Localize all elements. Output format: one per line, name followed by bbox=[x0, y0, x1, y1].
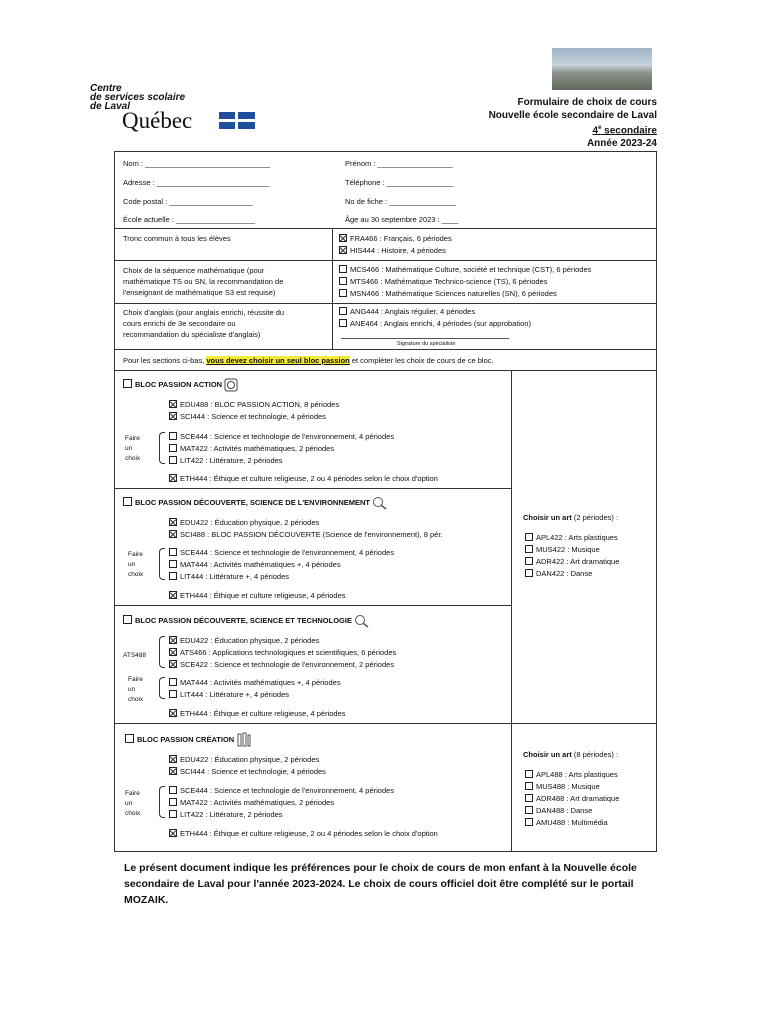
msn466-option[interactable]: MSN466 : Mathématique Sciences naturelles (SN), 6 périodes bbox=[339, 289, 557, 298]
art-choice-title: Choisir un art (2 périodes) : bbox=[523, 513, 619, 522]
age-field[interactable]: Âge au 30 septembre 2023 : ____ bbox=[345, 215, 459, 224]
checkbox-icon[interactable] bbox=[123, 497, 132, 506]
ecole-field[interactable]: École actuelle : ___________________ bbox=[123, 215, 256, 224]
bloc-decouverte-techno-title[interactable]: BLOC PASSION DÉCOUVERTE, SCIENCE ET TECHNOLOGIE bbox=[123, 614, 370, 628]
checkbox-icon[interactable] bbox=[525, 545, 533, 553]
no-fiche-field[interactable]: No de fiche : ________________ bbox=[345, 197, 456, 206]
dan422-option[interactable]: DAN422 : Danse bbox=[525, 569, 592, 578]
checkbox-icon[interactable] bbox=[339, 277, 347, 285]
mat444-option[interactable]: MAT444 : Activités mathématiques +, 4 périodes bbox=[169, 678, 341, 687]
nom-field[interactable]: Nom : ______________________________ bbox=[123, 159, 271, 168]
checkbox-checked-icon[interactable] bbox=[169, 591, 177, 599]
checkbox-icon[interactable] bbox=[169, 432, 177, 440]
ats466-option[interactable]: ATS466 : Applications technologiques et scientifiques, 6 périodes bbox=[169, 648, 396, 657]
checkbox-icon[interactable] bbox=[169, 798, 177, 806]
checkbox-icon[interactable] bbox=[339, 289, 347, 297]
checkbox-icon[interactable] bbox=[525, 806, 533, 814]
checkbox-icon[interactable] bbox=[525, 557, 533, 565]
faire-un-choix-label: Faire un choix bbox=[125, 435, 141, 462]
checkbox-icon[interactable] bbox=[169, 678, 177, 686]
brace-icon bbox=[159, 636, 165, 668]
checkbox-icon[interactable] bbox=[525, 794, 533, 802]
checkbox-icon[interactable] bbox=[169, 548, 177, 556]
course-form bbox=[114, 151, 657, 852]
csslaval-logo-text: Centre de services scolaire de Laval bbox=[90, 83, 186, 112]
amu488-option[interactable]: AMU488 : Multimédia bbox=[525, 818, 608, 827]
checkbox-icon[interactable] bbox=[169, 444, 177, 452]
checkbox-checked-icon[interactable] bbox=[169, 660, 177, 668]
eth444-option[interactable]: ETH444 : Éthique et culture religieuse, 2 ou 4 périodes selon le choix d'option bbox=[169, 474, 438, 483]
checkbox-checked-icon[interactable] bbox=[169, 709, 177, 717]
lit444-option[interactable]: LIT444 : Littérature +, 4 périodes bbox=[169, 572, 289, 581]
faire-un-choix-label: Faire un choix bbox=[128, 551, 144, 578]
tronc-label: Tronc commun à tous les élèves bbox=[123, 234, 231, 243]
instruction-text: Pour les sections ci-bas, vous devez choisir un seul bloc passion et compléter les choix de cours de ce bloc. bbox=[123, 356, 494, 365]
mat444-option[interactable]: MAT444 : Activités mathématiques +, 4 périodes bbox=[169, 560, 341, 569]
checkbox-checked-icon[interactable] bbox=[339, 246, 347, 254]
checkbox-checked-icon[interactable] bbox=[169, 636, 177, 644]
sci488-option[interactable]: SCI488 : BLOC PASSION DÉCOUVERTE (Science de l'environnement), 8 pér. bbox=[169, 530, 443, 539]
checkbox-checked-icon[interactable] bbox=[169, 474, 177, 482]
checkbox-icon[interactable] bbox=[169, 810, 177, 818]
checkbox-icon[interactable] bbox=[169, 690, 177, 698]
adr422-option[interactable]: ADR422 : Art dramatique bbox=[525, 557, 619, 566]
lit422-option[interactable]: LIT422 : Littérature, 2 périodes bbox=[169, 810, 283, 819]
quebec-logo: Québec bbox=[122, 108, 193, 133]
art-choice-title: Choisir un art (8 périodes) : bbox=[523, 750, 619, 759]
eth444-option[interactable]: ETH444 : Éthique et culture religieuse, 2 ou 4 périodes selon le choix d'option bbox=[169, 829, 438, 838]
code-postal-field[interactable]: Code postal : ____________________ bbox=[123, 197, 253, 206]
telephone-field[interactable]: Téléphone : ________________ bbox=[345, 178, 454, 187]
sci444-option[interactable]: SCI444 : Science et technologie, 4 périodes bbox=[169, 767, 326, 776]
school-photo bbox=[552, 48, 652, 90]
sci444-option[interactable]: SCI444 : Science et technologie, 4 périodes bbox=[169, 412, 326, 421]
checkbox-checked-icon[interactable] bbox=[169, 412, 177, 420]
checkbox-checked-icon[interactable] bbox=[169, 829, 177, 837]
checkbox-checked-icon[interactable] bbox=[169, 648, 177, 656]
dan488-option[interactable]: DAN488 : Danse bbox=[525, 806, 592, 815]
checkbox-checked-icon[interactable] bbox=[169, 755, 177, 763]
edu488-option[interactable]: EDU488 : BLOC PASSION ACTION, 8 périodes bbox=[169, 400, 339, 409]
signature-label: Signature du spécialiste bbox=[397, 341, 456, 347]
fra466-option[interactable]: FRA466 : Français, 6 périodes bbox=[339, 234, 452, 243]
checkbox-icon[interactable] bbox=[525, 533, 533, 541]
checkbox-checked-icon[interactable] bbox=[169, 400, 177, 408]
eth444-option[interactable]: ETH444 : Éthique et culture religieuse, 4 périodes bbox=[169, 709, 346, 718]
checkbox-icon[interactable] bbox=[169, 572, 177, 580]
math-label: Choix de la séquence mathématique (pour mathématique TS ou SN, la recommandation de l'enseignant de mathématique S3 est requise) bbox=[123, 266, 284, 297]
checkbox-checked-icon[interactable] bbox=[169, 530, 177, 538]
checkbox-icon[interactable] bbox=[169, 560, 177, 568]
mus488-option[interactable]: MUS488 : Musique bbox=[525, 782, 600, 791]
magnifier-icon bbox=[372, 496, 388, 510]
checkbox-icon[interactable] bbox=[339, 265, 347, 273]
mus422-option[interactable]: MUS422 : Musique bbox=[525, 545, 600, 554]
lit444-option[interactable]: LIT444 : Littérature +, 4 périodes bbox=[169, 690, 289, 699]
sce444-option[interactable]: SCE444 : Science et technologie de l'environnement, 4 périodes bbox=[169, 786, 394, 795]
brace-icon bbox=[159, 432, 165, 464]
checkbox-icon[interactable] bbox=[339, 319, 347, 327]
checkbox-icon[interactable] bbox=[525, 818, 533, 826]
sce444-option[interactable]: SCE444 : Science et technologie de l'environnement, 4 périodes bbox=[169, 548, 394, 557]
anglais-label: Choix d'anglais (pour anglais enrichi, réussite du cours enrichi de 3e secondaire ou recommandation du spécialiste d'anglais) bbox=[123, 307, 323, 340]
apl488-option[interactable]: APL488 : Arts plastiques bbox=[525, 770, 618, 779]
mat422-option[interactable]: MAT422 : Activités mathématiques, 2 périodes bbox=[169, 444, 334, 453]
checkbox-icon[interactable] bbox=[339, 307, 347, 315]
brace-icon bbox=[159, 548, 165, 580]
checkbox-icon[interactable] bbox=[123, 379, 132, 388]
lit422-option[interactable]: LIT422 : Littérature, 2 périodes bbox=[169, 456, 283, 465]
bloc-action-title[interactable]: BLOC PASSION ACTION bbox=[123, 378, 238, 392]
checkbox-icon[interactable] bbox=[525, 569, 533, 577]
art-tools-icon bbox=[236, 732, 252, 748]
sce422-option[interactable]: SCE422 : Science et technologie de l'environnement, 2 périodes bbox=[169, 660, 394, 669]
apl422-option[interactable]: APL422 : Arts plastiques bbox=[525, 533, 618, 542]
edu422-option[interactable]: EDU422 : Éducation physique, 2 périodes bbox=[169, 636, 319, 645]
checkbox-icon[interactable] bbox=[525, 770, 533, 778]
footer-notice: Le présent document indique les préférences pour le choix de cours de mon enfant à la Nouvelle école secondaire de Laval pour l'année 2023-2024. Le choix de cours officiel doit être complété sur le portail MOZAIK. bbox=[124, 862, 637, 906]
brace-icon bbox=[159, 786, 165, 818]
form-title: Formulaire de choix de cours Nouvelle école secondaire de Laval 4e secondaire Année 2023-24 bbox=[488, 97, 657, 149]
sce444-option[interactable]: SCE444 : Science et technologie de l'environnement, 4 périodes bbox=[169, 432, 394, 441]
sport-icon bbox=[224, 378, 238, 392]
anglais-label-line2: cours enrichi de 3e secondaire ou bbox=[123, 319, 236, 328]
ats488-label: ATS488 bbox=[123, 652, 147, 659]
checkbox-icon[interactable] bbox=[123, 615, 132, 624]
edu422-option[interactable]: EDU422 : Éducation physique, 2 périodes bbox=[169, 518, 319, 527]
checkbox-icon[interactable] bbox=[169, 456, 177, 464]
prenom-field[interactable]: Prénom : __________________ bbox=[345, 159, 453, 168]
faire-un-choix-label: Faire un choix bbox=[128, 676, 144, 703]
signature-line[interactable] bbox=[341, 338, 509, 339]
quebec-flag-icon bbox=[219, 112, 255, 129]
bloc-creation-title[interactable]: BLOC PASSION CRÉATION bbox=[125, 732, 252, 748]
edu422-option[interactable]: EDU422 : Éducation physique, 2 périodes bbox=[169, 755, 319, 764]
ane464-option[interactable]: ANE464 : Anglais enrichi, 4 périodes (sur approbation) bbox=[339, 319, 531, 328]
brace-icon bbox=[159, 677, 165, 699]
checkbox-icon[interactable] bbox=[169, 786, 177, 794]
mts466-option[interactable]: MTS466 : Mathématique Technico-science (TS), 6 périodes bbox=[339, 277, 547, 286]
eth444-option[interactable]: ETH444 : Éthique et culture religieuse, 4 périodes bbox=[169, 591, 346, 600]
checkbox-checked-icon[interactable] bbox=[169, 767, 177, 775]
magnifier-icon bbox=[354, 614, 370, 628]
grade: 4e secondaire bbox=[592, 125, 657, 137]
checkbox-icon[interactable] bbox=[525, 782, 533, 790]
checkbox-checked-icon[interactable] bbox=[339, 234, 347, 242]
faire-un-choix-label: Faire un choix bbox=[125, 790, 141, 817]
his444-option[interactable]: HIS444 : Histoire, 4 périodes bbox=[339, 246, 446, 255]
mat422-option[interactable]: MAT422 : Activités mathématiques, 2 périodes bbox=[169, 798, 334, 807]
checkbox-checked-icon[interactable] bbox=[169, 518, 177, 526]
mcs466-option[interactable]: MCS466 : Mathématique Culture, société et technique (CST), 6 périodes bbox=[339, 265, 591, 274]
ang444-option[interactable]: ANG444 : Anglais régulier, 4 périodes bbox=[339, 307, 475, 316]
checkbox-icon[interactable] bbox=[125, 734, 134, 743]
bloc-decouverte-env-title[interactable]: BLOC PASSION DÉCOUVERTE, SCIENCE DE L'ENVIRONNEMENT bbox=[123, 496, 388, 510]
adresse-field[interactable]: Adresse : ___________________________ bbox=[123, 178, 270, 187]
adr488-option[interactable]: ADR488 : Art dramatique bbox=[525, 794, 619, 803]
